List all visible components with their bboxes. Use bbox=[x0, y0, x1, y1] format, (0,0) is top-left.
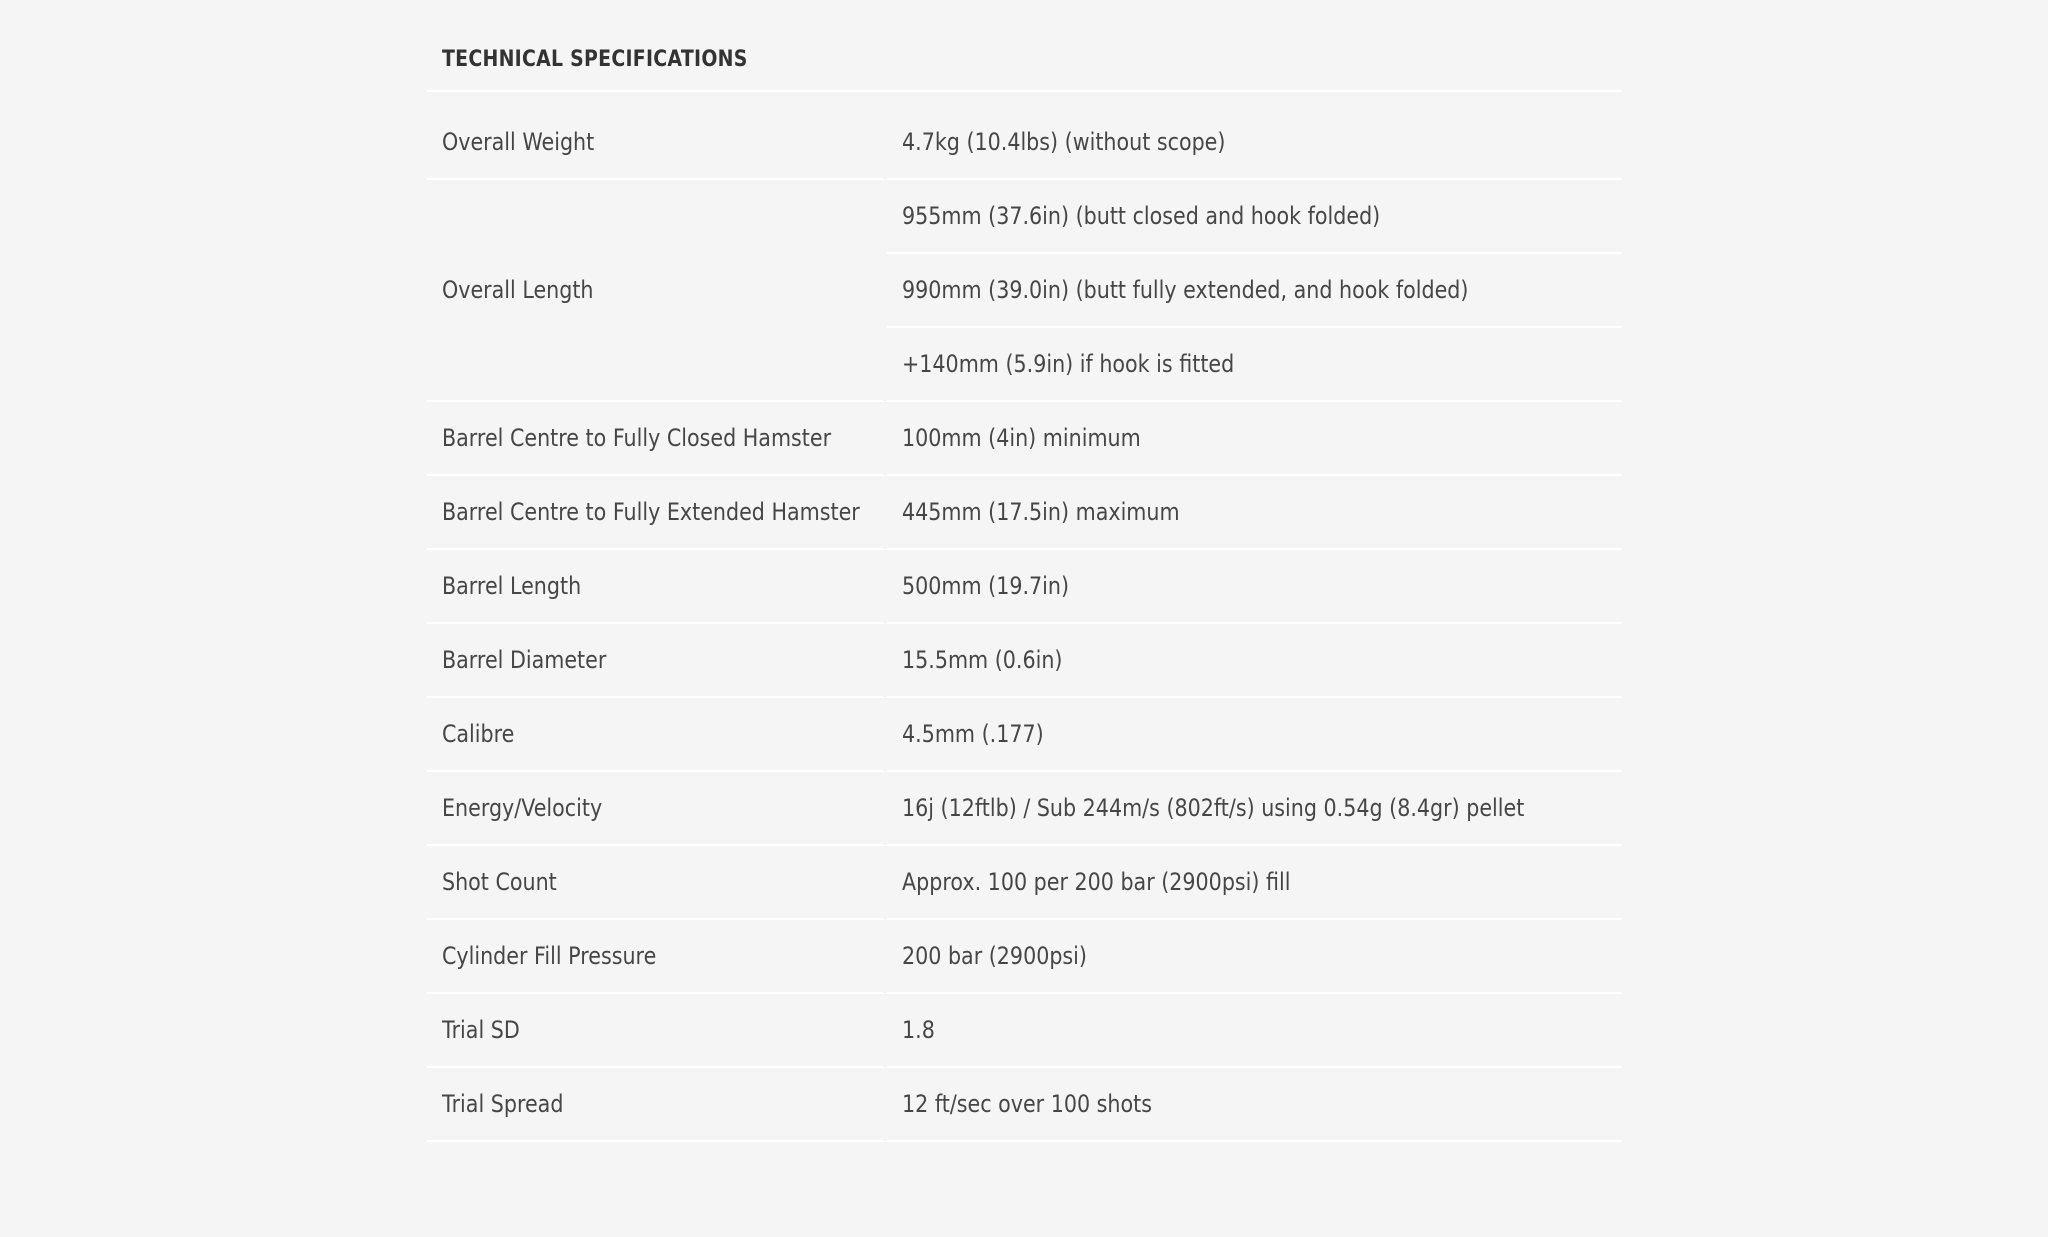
spec-label: Trial SD bbox=[442, 1016, 520, 1044]
spec-label-cell bbox=[427, 624, 887, 698]
spec-label-cell bbox=[427, 846, 887, 920]
spec-value-cell bbox=[887, 180, 1622, 254]
spec-label-cell bbox=[427, 476, 887, 550]
spec-label: Barrel Centre to Fully Closed Hamster bbox=[442, 424, 832, 452]
spec-value-cell bbox=[887, 402, 1622, 476]
table-row bbox=[427, 920, 1622, 994]
spec-label: Overall Length bbox=[442, 276, 594, 304]
spec-value-cell bbox=[887, 994, 1622, 1068]
spec-label: Trial Spread bbox=[442, 1090, 564, 1118]
spec-value: 16j (12ftlb) / Sub 244m/s (802ft/s) using 0.54g (8.4gr) pellet bbox=[902, 794, 1525, 822]
spec-value-cell bbox=[887, 254, 1622, 328]
spec-label-cell bbox=[427, 920, 887, 994]
spec-label-cell bbox=[427, 698, 887, 772]
spec-value-cell bbox=[887, 476, 1622, 550]
spec-value: 1.8 bbox=[902, 1016, 935, 1044]
table-row bbox=[427, 106, 1622, 180]
table-row bbox=[427, 624, 1622, 698]
spec-label: Calibre bbox=[442, 720, 515, 748]
spec-label: Shot Count bbox=[442, 868, 557, 896]
spec-label-cell bbox=[427, 550, 887, 624]
spec-label-cell bbox=[427, 106, 887, 180]
spec-label: Barrel Length bbox=[442, 572, 582, 600]
spec-value: 445mm (17.5in) maximum bbox=[902, 498, 1180, 526]
spec-value: Approx. 100 per 200 bar (2900psi) fill bbox=[902, 868, 1291, 896]
spec-value: +140mm (5.9in) if hook is fitted bbox=[902, 350, 1235, 378]
spec-value: 12 ft/sec over 100 shots bbox=[902, 1090, 1152, 1118]
spec-label-cell bbox=[427, 402, 887, 476]
technical-specifications-section bbox=[427, 30, 1622, 1142]
table-row bbox=[427, 698, 1622, 772]
spec-value: 500mm (19.7in) bbox=[902, 572, 1070, 600]
spec-value-cell bbox=[887, 328, 1622, 402]
spec-value: 955mm (37.6in) (butt closed and hook folded) bbox=[902, 202, 1381, 230]
spec-value: 100mm (4in) minimum bbox=[902, 424, 1141, 452]
spec-table-body bbox=[427, 106, 1622, 1142]
table-row bbox=[427, 402, 1622, 476]
section-title-text: TECHNICAL SPECIFICATIONS bbox=[442, 47, 748, 72]
table-row bbox=[427, 846, 1622, 920]
spec-value-cell bbox=[887, 1068, 1622, 1142]
table-row bbox=[427, 476, 1622, 550]
table-row bbox=[427, 1068, 1622, 1142]
spec-label: Overall Weight bbox=[442, 128, 595, 156]
spec-label: Barrel Centre to Fully Extended Hamster bbox=[442, 498, 860, 526]
spec-label: Cylinder Fill Pressure bbox=[442, 942, 657, 970]
spec-label-cell bbox=[427, 180, 887, 402]
spec-label-cell bbox=[427, 1068, 887, 1142]
section-title bbox=[427, 30, 1622, 92]
spec-value-cell bbox=[887, 846, 1622, 920]
spec-value: 4.7kg (10.4lbs) (without scope) bbox=[902, 128, 1226, 156]
spec-label: Energy/Velocity bbox=[442, 794, 603, 822]
spec-value-cell bbox=[887, 698, 1622, 772]
spec-value-cell bbox=[887, 624, 1622, 698]
table-row bbox=[427, 994, 1622, 1068]
spec-value-cell bbox=[887, 920, 1622, 994]
spec-table bbox=[427, 106, 1622, 1142]
spec-value: 4.5mm (.177) bbox=[902, 720, 1044, 748]
spec-value-cell bbox=[887, 550, 1622, 624]
table-row bbox=[427, 772, 1622, 846]
spec-label: Barrel Diameter bbox=[442, 646, 607, 674]
spec-value-cell bbox=[887, 772, 1622, 846]
spec-value: 200 bar (2900psi) bbox=[902, 942, 1087, 970]
spec-label-cell bbox=[427, 772, 887, 846]
table-row bbox=[427, 180, 1622, 254]
spec-label-cell bbox=[427, 994, 887, 1068]
spec-value-cell bbox=[887, 106, 1622, 180]
spec-value: 15.5mm (0.6in) bbox=[902, 646, 1063, 674]
table-row bbox=[427, 550, 1622, 624]
spec-value: 990mm (39.0in) (butt fully extended, and hook folded) bbox=[902, 276, 1469, 304]
